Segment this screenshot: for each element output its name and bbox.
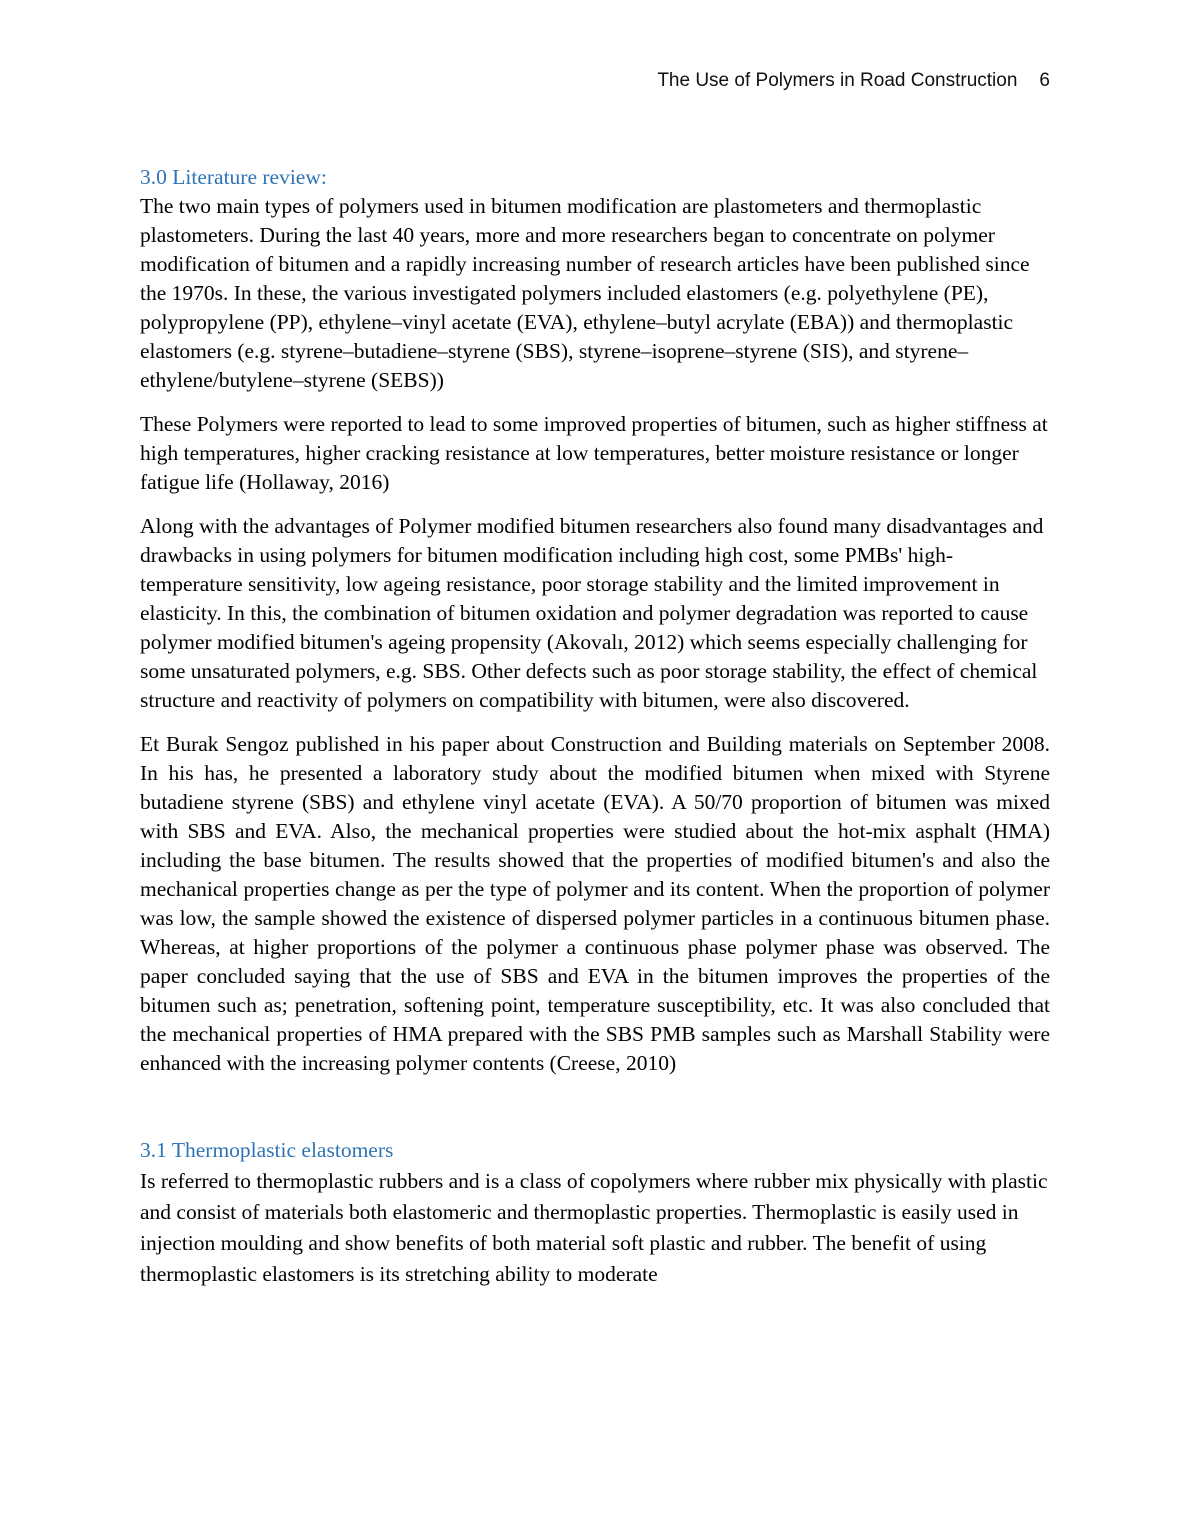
literature-paragraph-improved-properties: These Polymers were reported to lead to some improved properties of bitumen, such as higher stiffness at high temperatures, higher cracking resistance at low temperatures, better moisture resistance or longer fatigue life (Hollaway, 2016) [140,412,1048,494]
running-header-title: The Use of Polymers in Road Construction [657,70,1018,91]
section-heading-thermoplastic-elastomers: 3.1 Thermoplastic elastomers [140,1138,394,1162]
literature-paragraph-disadvantages: Along with the advantages of Polymer modified bitumen researchers also found many disadvantages and drawbacks in using polymers for bitumen modification including high cost, some PMBs' high-temperature sensitivity, low ageing resistance, poor storage stability and the limited improvement in elasticity. In this, the combination of bitumen oxidation and polymer degradation was reported to cause polymer modified bitumen's ageing propensity (Akovalı, 2012) which seems especially challenging for some unsaturated polymers, e.g. SBS. Other defects such as poor storage stability, the effect of chemical structure and reactivity of polymers on compatibility with bitumen, were also discovered. [140,514,1044,712]
literature-paragraph-polymer-types: The two main types of polymers used in bitumen modification are plastometers and thermoplastic plastometers. During the last 40 years, more and more researchers began to concentrate on polymer modification of bitumen and a rapidly increasing number of research articles have been published since the 1970s. In these, the various investigated polymers included elastomers (e.g. polyethylene (PE), polypropylene (PP), ethylene–vinyl acetate (EVA), ethylene–butyl acrylate (EBA)) and thermoplastic elastomers (e.g. styrene–butadiene–styrene (SBS), styrene–isoprene–styrene (SIS), and styrene–ethylene/butylene–styrene (SEBS)) [140,194,1030,392]
page-body [140,163,1050,1305]
section-heading-literature-review: 3.0 Literature review: [140,165,327,189]
thermoplastic-elastomers-paragraph: Is referred to thermoplastic rubbers and is a class of copolymers where rubber mix physically with plastic and consist of materials both elastomeric and thermoplastic properties. Thermoplastic is easily used in injection moulding and show benefits of both material soft plastic and rubber. The benefit of using thermoplastic elastomers is its stretching ability to moderate [140,1169,1048,1286]
page-number: 6 [1039,70,1050,91]
section-spacer [140,1078,1050,1136]
literature-paragraph-sengoz-study: Et Burak Sengoz published in his paper about Construction and Building materials on September 2008. In his has, he presented a laboratory study about the modified bitumen when mixed with Styrene butadiene styrene (SBS) and ethylene vinyl acetate (EVA). A 50/70 proportion of bitumen was mixed with SBS and EVA. Also, the mechanical properties were studied about the hot-mix asphalt (HMA) including the base bitumen. The results showed that the properties of modified bitumen's and also the mechanical properties change as per the type of polymer and its content. When the proportion of polymer was low, the sample showed the existence of dispersed polymer particles in a continuous bitumen phase. Whereas, at higher proportions of the polymer a continuous phase polymer phase was observed. The paper concluded saying that the use of SBS and EVA in the bitumen improves the properties of the bitumen such as; penetration, softening point, temperature susceptibility, etc. It was also concluded that the mechanical properties of HMA prepared with the SBS PMB samples such as Marshall Stability were enhanced with the increasing polymer contents (Creese, 2010) [140,732,1050,1075]
running-header [657,70,1050,92]
